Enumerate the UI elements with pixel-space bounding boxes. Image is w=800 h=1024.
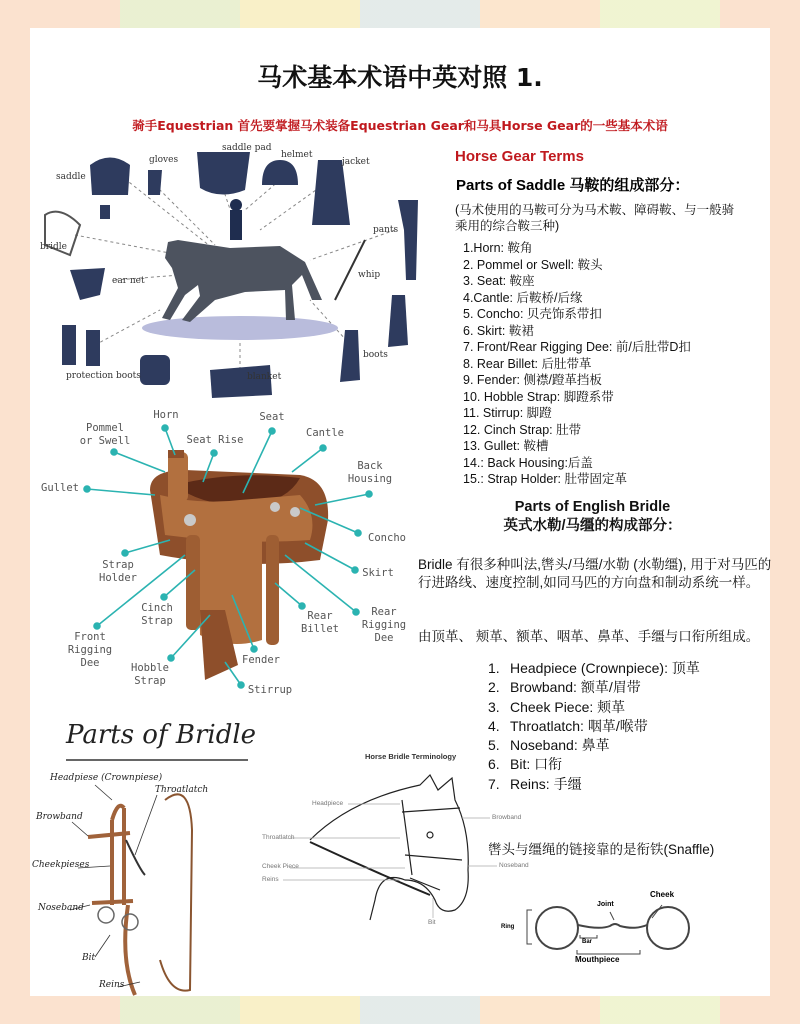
horse-icon [162,240,322,322]
saddle-label-gullet: Gullet [41,482,79,494]
saddle-label-hobble-strap: Hobble Strap [131,662,169,687]
page-title: 马术基本术语中英对照 1. [257,63,543,92]
list-item: 2. Pommel or Swell: 鞍头 [463,257,603,272]
list-item: 1.Horn: 鞍角 [463,241,533,255]
boots-icon [340,330,360,382]
bridle-terminology-title: Horse Bridle Terminology [365,752,457,761]
bridle-sketch-title: Parts of Bridle [66,720,257,750]
saddle-label-concho: Concho [368,532,406,544]
bridle-label-headpiece: Headpiese (Crownpiese) [50,773,163,783]
term-reins: Reins [262,876,279,883]
snaffle-note: 辔头与缰绳的链接靠的是衔铁(Snaffle) [488,842,715,857]
helmet-icon [262,160,298,185]
page-subtitle: 骑手Equestrian 首先要掌握马术装备Equestrian Gear和马具Horse Gear的一些基本术语 [132,118,668,133]
saddle-label-front-rigging-dee: Front Rigging Dee [67,631,113,669]
bridle-parts-list [488,659,700,794]
term-headpiece: Headpiece [312,800,344,807]
list-item: 5. Noseband: 鼻革 [488,737,610,754]
list-item: 14.: Back Housing:后盖 [463,455,593,470]
saddle-label-seat-rise: Seat Rise [186,434,244,446]
saddle-label-cantle: Cantle [306,427,344,439]
saddle-label-fender: Fender [242,654,280,666]
snaffle-label-joint: Joint [597,901,614,908]
gear-label-helmet: helmet [281,150,313,160]
term-browband: Browband [492,814,522,821]
list-item: 6. Skirt: 鞍裙 [463,323,534,338]
list-item: 7. Reins: 手缰 [488,775,582,792]
saddle-label-strap-holder: Strap Holder [99,559,137,584]
list-item: 9. Fender: 侧襟/蹬革挡板 [463,373,602,387]
bridle-label-bit: Bit [82,953,96,963]
list-item: 10. Hobble Strap: 脚蹬系带 [463,389,614,404]
list-item: 12. Cinch Strap: 肚带 [463,422,582,437]
saddle-label-rear-billet: Rear Billet [301,610,339,635]
gear-label-saddle: saddle [56,172,86,182]
gloves-icon [148,170,162,195]
snaffle-bit-drawing [527,905,689,954]
gear-label-protection-boots: protection boots [66,371,141,381]
horse-head-drawing [283,775,497,920]
bridle-label-noseband: Noseband [38,903,84,913]
list-item: 13. Gullet: 鞍槽 [463,439,549,453]
gear-label-jacket: jacket [342,157,370,167]
snaffle-label-bar: Bar [582,939,593,945]
bridle-label-browband: Browband [36,812,83,822]
term-throatlatch: Throatlatch [262,834,295,841]
snaffle-label-ring: Ring [501,924,515,930]
bridle-heading-cn: 英式水勒/马缰的构成部分： [503,518,682,534]
list-item: 6. Bit: 口衔 [488,756,563,773]
saddle-label-skirt: Skirt [362,567,394,579]
bridle-parts-heading [420,498,765,536]
gear-label-gloves: gloves [149,155,179,165]
saddle-label-pommel: Pommel or Swell [79,422,131,447]
list-item: 1. Headpiece (Crownpiece): 顶革 [488,660,700,676]
bridle-label-cheekpieces: Cheekpieses [32,860,90,870]
term-noseband: Noseband [499,862,529,869]
snaffle-label-cheek: Cheek [650,890,675,899]
rider-icon [230,210,242,240]
gear-label-bridle: bridle [40,242,67,252]
gear-label-pants: pants [373,225,399,235]
list-item: 15.: Strap Holder: 肚带固定革 [463,472,627,486]
saddle-label-seat: Seat [259,411,285,423]
gear-label-saddle-pad: saddle pad [222,143,272,153]
list-item: 11. Stirrup: 脚蹬 [463,406,552,420]
saddle-parts-heading: Parts of Saddle 马鞍的组成部分： [456,177,690,194]
saddle-label-cinch-strap: Cinch Strap [141,602,173,627]
saddle-icon [90,158,130,196]
saddle-label-back-housing: Back Housing [347,460,393,485]
protection-boots-icon [62,325,76,365]
shadow-ellipse [142,316,338,340]
list-item: 3. Cheek Piece: 颊革 [488,698,626,715]
saddle-label-rear-rigging-dee: Rear Rigging Dee [361,606,407,644]
list-item: 2. Browband: 额革/眉带 [488,679,641,696]
horse-gear-heading: Horse Gear Terms [455,148,584,165]
list-item: 7. Front/Rear Rigging Dee: 前/后肚带D扣 [463,340,691,354]
saddle-label-stirrup: Stirrup [247,684,293,696]
gear-label-whip: whip [358,270,381,280]
list-item: 5. Concho: 贝壳饰系带扣 [463,307,602,321]
snaffle-label-mouthpiece: Mouthpiece [575,955,620,964]
term-bit: Bit [428,919,436,926]
saddle-note: (马术使用的马鞍可分为马术鞍、障碍鞍、与一般骑乘用的综合鞍三种) [455,203,735,233]
saddle-diagram [84,425,372,688]
term-cheek-piece: Cheek Piece [262,863,299,870]
list-item: 4. Throatlatch: 咽革/喉带 [488,717,648,734]
bridle-label-throatlatch: Throatlatch [155,785,209,795]
saddle-label-horn: Horn [153,409,179,421]
saddle-pad-icon [197,152,250,195]
jacket-icon [312,160,350,225]
bridle-description: Bridle 有很多种叫法,辔头/马缰/水勒 (水勒缰), 用于对马匹的行进路线、速度控制,如同马匹的方向盘和制动系统一样。 [418,557,772,590]
gear-label-ear-net: ear net [112,276,145,286]
list-item: 4.Cantle: 后鞍桥/后缘 [463,290,583,305]
bridle-heading-en: Parts of English Bridle [514,499,671,515]
gear-label-blanket: blanket [247,372,282,382]
bridle-label-reins: Reins [99,980,125,990]
gear-label-boots: boots [363,350,388,360]
pants-icon [398,200,418,280]
saddle-parts-list [463,240,691,488]
bridle-composition: 由顶革、 颊革、额革、咽革、鼻革、手缰与口衔所组成。 [418,629,760,644]
ear-net-icon [70,268,105,300]
list-item: 8. Rear Billet: 后肚带革 [463,356,592,371]
list-item: 3. Seat: 鞍座 [463,274,535,288]
